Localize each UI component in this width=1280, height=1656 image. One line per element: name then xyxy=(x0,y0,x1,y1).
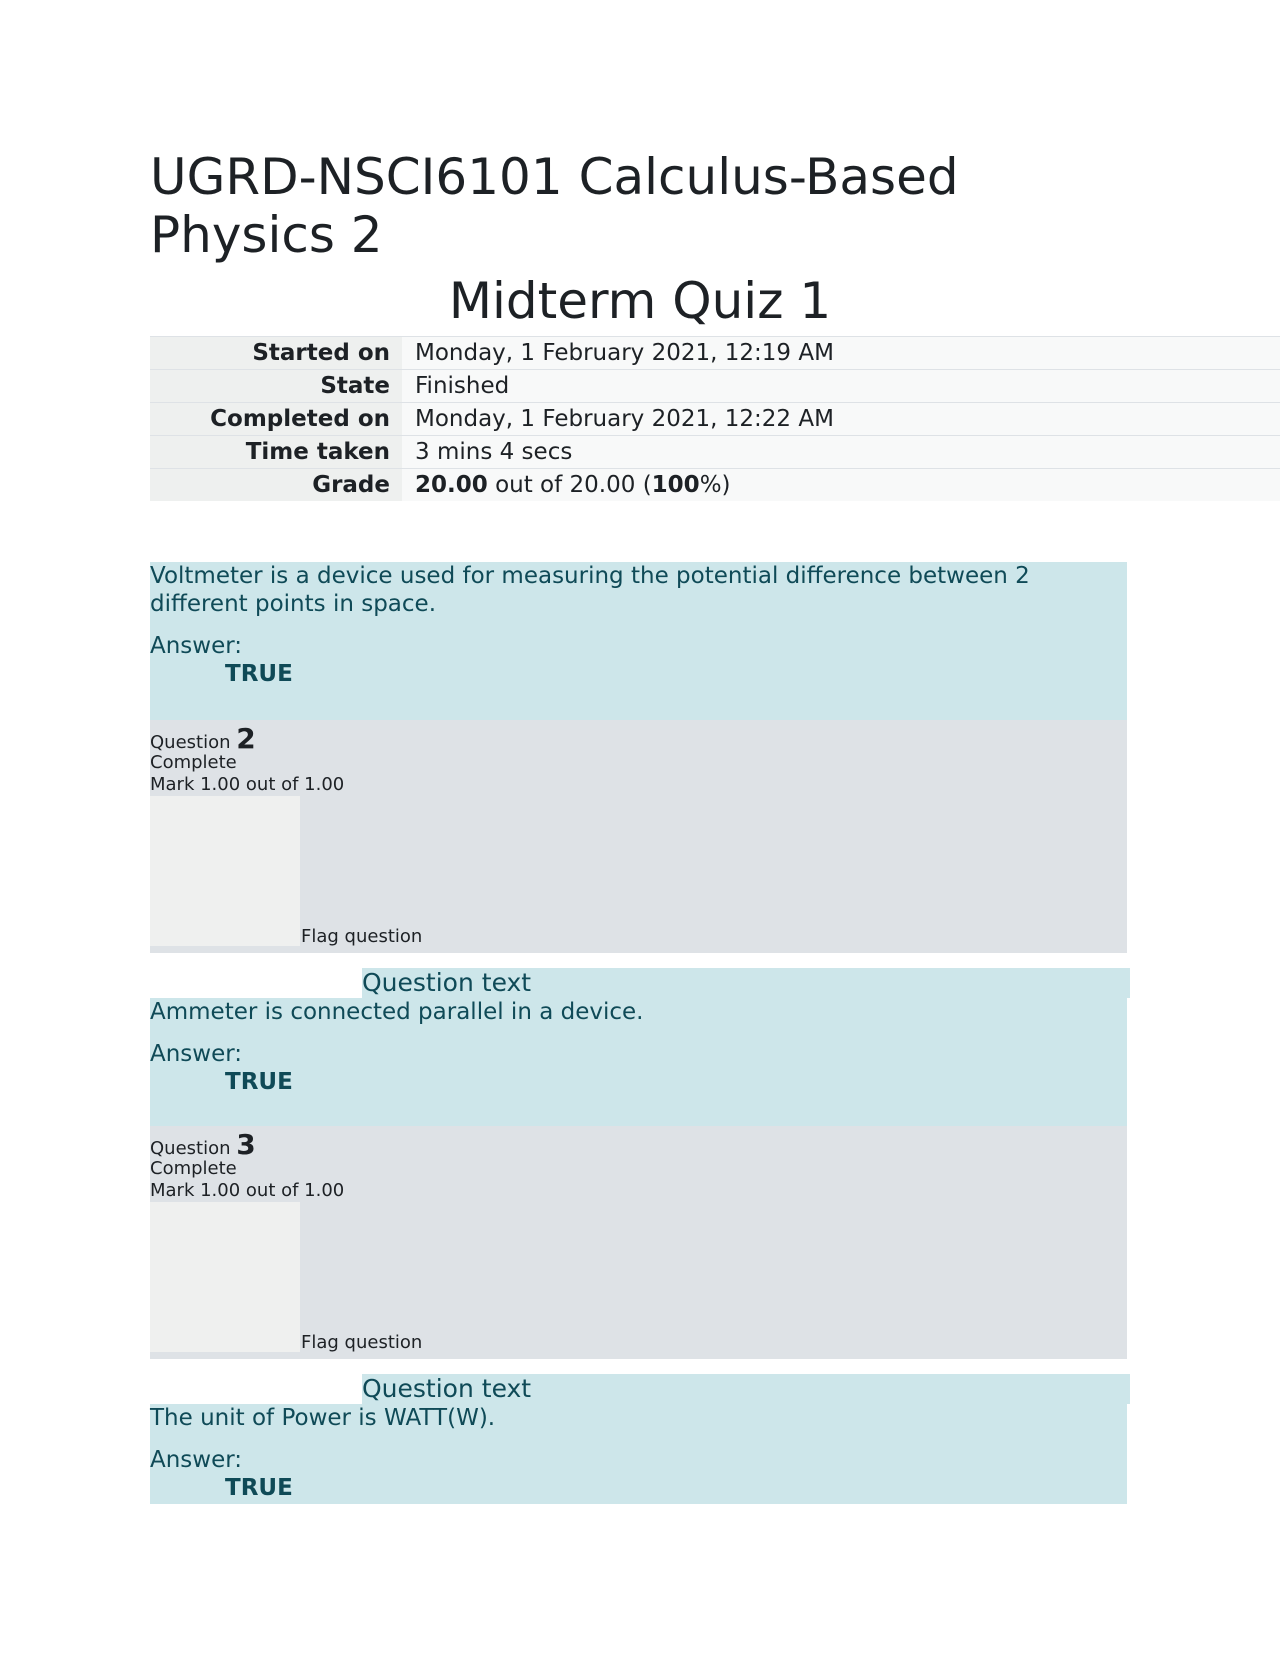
question-word: Question xyxy=(150,732,231,753)
flag-icon[interactable] xyxy=(150,1202,300,1352)
question-number-value: 3 xyxy=(236,1128,256,1161)
course-title: UGRD-NSCI6101 Calculus-Based Physics 2 xyxy=(150,148,959,264)
question-3-content xyxy=(150,1404,1127,1504)
answer-label: Answer: xyxy=(150,633,243,659)
grade-score: 20.00 xyxy=(415,472,488,498)
question-mark: Mark 1.00 out of 1.00 xyxy=(150,1180,345,1201)
flag-question-link[interactable]: Flag question xyxy=(301,1332,423,1353)
grade-value xyxy=(402,469,1280,502)
summary-label: State xyxy=(150,370,402,403)
summary-row-started xyxy=(150,337,1280,370)
answer-value: TRUE xyxy=(225,1475,293,1501)
question-3-info xyxy=(150,1126,1127,1359)
answer-label: Answer: xyxy=(150,1447,243,1473)
question-number-value: 2 xyxy=(236,722,256,755)
answer-value: TRUE xyxy=(225,1069,293,1095)
summary-row-state xyxy=(150,370,1280,403)
summary-label: Started on xyxy=(150,337,402,370)
answer-label: Answer: xyxy=(150,1041,243,1067)
summary-label: Completed on xyxy=(150,403,402,436)
quiz-summary-table xyxy=(150,336,1280,501)
answer-value: TRUE xyxy=(225,661,293,687)
grade-percent: 100 xyxy=(651,472,700,498)
question-mark: Mark 1.00 out of 1.00 xyxy=(150,774,345,795)
summary-row-completed xyxy=(150,403,1280,436)
question-2-content xyxy=(150,998,1127,1126)
question-text: Ammeter is connected parallel in a device. xyxy=(150,999,644,1025)
summary-value: Monday, 1 February 2021, 12:22 AM xyxy=(402,403,1280,436)
question-text: Voltmeter is a device used for measuring the potential difference between 2 different points in space. xyxy=(150,563,1030,617)
question-3-text-heading: Question text xyxy=(362,1374,1130,1404)
summary-value: Monday, 1 February 2021, 12:19 AM xyxy=(402,337,1280,370)
question-word: Question xyxy=(150,1138,231,1159)
summary-label: Grade xyxy=(150,469,402,502)
grade-suffix: %) xyxy=(699,472,731,498)
summary-value: 3 mins 4 secs xyxy=(402,436,1280,469)
question-1-content xyxy=(150,562,1127,720)
grade-out-of: out of 20.00 ( xyxy=(487,472,652,498)
summary-row-grade xyxy=(150,469,1280,502)
quiz-title: Midterm Quiz 1 xyxy=(448,272,832,330)
question-2-text-heading: Question text xyxy=(362,968,1130,998)
question-2-info xyxy=(150,720,1127,953)
question-state: Complete xyxy=(150,752,237,773)
question-text: The unit of Power is WATT(W). xyxy=(150,1405,496,1431)
question-state: Complete xyxy=(150,1158,237,1179)
flag-question-link[interactable]: Flag question xyxy=(301,926,423,947)
summary-label: Time taken xyxy=(150,436,402,469)
summary-value: Finished xyxy=(402,370,1280,403)
summary-row-time-taken xyxy=(150,436,1280,469)
flag-icon[interactable] xyxy=(150,796,300,946)
